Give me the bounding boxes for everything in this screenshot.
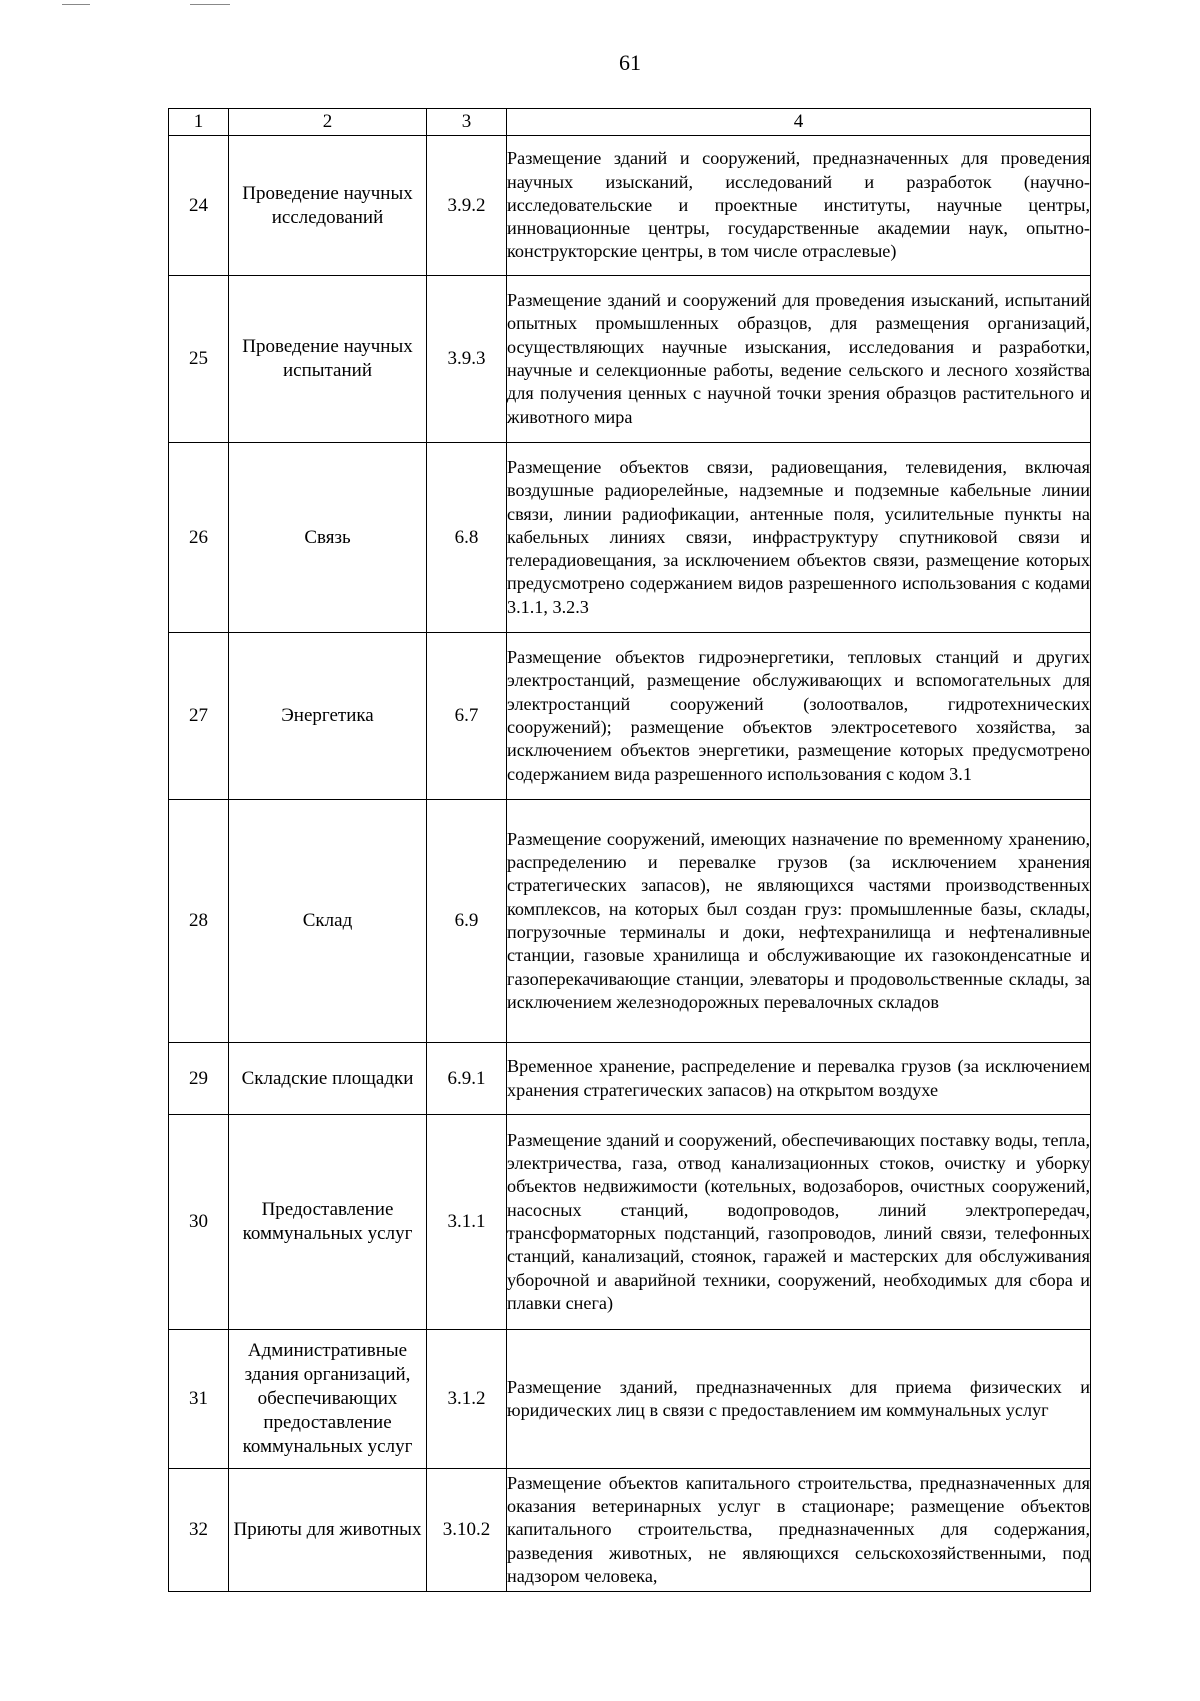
use-type-code: 3.9.2 xyxy=(427,136,507,276)
use-type-name: Склад xyxy=(229,800,427,1043)
use-type-description: Размещение зданий и сооружений для проведения изысканий, испытаний опытных промышленных образцов, для размещения организаций, осуществляющих научные изыскания, исследования и разработки, научные и селекционные работы, ведение сельского и лесного хозяйства для получения ценных с научной точки зрения образцов растительного и животного мира xyxy=(507,276,1091,443)
scan-mark xyxy=(62,4,90,5)
column-header: 2 xyxy=(229,109,427,136)
column-header: 4 xyxy=(507,109,1091,136)
use-type-description: Размещение зданий и сооружений, обеспечивающих поставку воды, тепла, электричества, газа, отвод канализационных стоков, очистку и уборку объектов недвижимости (котельных, водозаборов, очистных сооружений, насосных станций, водопроводов, линий электропередач, трансформаторных подстанций, газопроводов, линий связи, телефонных станций, канализаций, стоянок, гаражей и мастерских для обслуживания уборочной и аварийной техники, сооружений, необходимых для сбора и плавки снега) xyxy=(507,1115,1091,1330)
use-type-name: Энергетика xyxy=(229,633,427,800)
row-number: 26 xyxy=(169,443,229,633)
row-number: 32 xyxy=(169,1469,229,1592)
use-type-code: 6.9.1 xyxy=(427,1043,507,1115)
use-type-name: Проведение научных испытаний xyxy=(229,276,427,443)
row-number: 25 xyxy=(169,276,229,443)
table-row xyxy=(169,800,1091,1043)
table-row xyxy=(169,1043,1091,1115)
use-type-description: Размещение объектов гидроэнергетики, тепловых станций и других электростанций, размещение обслуживающих и вспомогательных для электростанций сооружений (золоотвалов, гидротехнических сооружений); размещение объектов электросетевого хозяйства, за исключением объектов энергетики, размещение которых предусмотрено содержанием вида разрешенного использования с кодом 3.1 xyxy=(507,633,1091,800)
use-type-name: Административные здания организаций, обеспечивающих предоставление коммунальных услуг xyxy=(229,1330,427,1469)
use-type-code: 3.1.2 xyxy=(427,1330,507,1469)
use-type-description: Размещение объектов капитального строительства, предназначенных для оказания ветеринарных услуг в стационаре; размещение объектов капитального строительства, предназначенных для содержания, разведения животных, не являющихся сельскохозяйственными, под надзором человека, xyxy=(507,1469,1091,1592)
use-type-code: 6.7 xyxy=(427,633,507,800)
table-row xyxy=(169,136,1091,276)
use-type-code: 3.10.2 xyxy=(427,1469,507,1592)
row-number: 29 xyxy=(169,1043,229,1115)
column-header: 1 xyxy=(169,109,229,136)
table-row xyxy=(169,443,1091,633)
use-type-code: 3.1.1 xyxy=(427,1115,507,1330)
use-type-description: Размещение зданий, предназначенных для приема физических и юридических лиц в связи с предоставлением им коммунальных услуг xyxy=(507,1330,1091,1469)
land-use-table xyxy=(168,108,1091,1592)
row-number: 27 xyxy=(169,633,229,800)
table-row xyxy=(169,633,1091,800)
use-type-name: Связь xyxy=(229,443,427,633)
use-type-name: Проведение научных исследований xyxy=(229,136,427,276)
use-type-name: Предоставление коммунальных услуг xyxy=(229,1115,427,1330)
row-number: 24 xyxy=(169,136,229,276)
table-row xyxy=(169,276,1091,443)
row-number: 30 xyxy=(169,1115,229,1330)
use-type-description: Временное хранение, распределение и перевалка грузов (за исключением хранения стратегических запасов) на открытом воздухе xyxy=(507,1043,1091,1115)
use-type-description: Размещение сооружений, имеющих назначение по временному хранению, распределению и перевалке грузов (за исключением хранения стратегических запасов), не являющихся частями производственных комплексов, на которых был создан груз: промышленные базы, склады, погрузочные терминалы и доки, нефтехранилища и нефтеналивные станции, газовые хранилища и обслуживающие их газоконденсатные и газоперекачивающие станции, элеваторы и продовольственные склады, за исключением железнодорожных перевалочных складов xyxy=(507,800,1091,1043)
row-number: 28 xyxy=(169,800,229,1043)
use-type-description: Размещение зданий и сооружений, предназначенных для проведения научных изысканий, исследований и разработок (научно-исследовательские и проектные институты, научные центры, инновационные центры, государственные академии наук, опытно-конструкторские центры, в том числе отраслевые) xyxy=(507,136,1091,276)
page-number: 61 xyxy=(619,50,641,75)
use-type-code: 3.9.3 xyxy=(427,276,507,443)
use-type-name: Складские площадки xyxy=(229,1043,427,1115)
use-type-name: Приюты для животных xyxy=(229,1469,427,1592)
scan-mark xyxy=(190,4,230,5)
use-type-code: 6.8 xyxy=(427,443,507,633)
use-type-code: 6.9 xyxy=(427,800,507,1043)
column-header: 3 xyxy=(427,109,507,136)
row-number: 31 xyxy=(169,1330,229,1469)
table-row xyxy=(169,1115,1091,1330)
table-header-row xyxy=(169,109,1091,136)
table-row xyxy=(169,1469,1091,1592)
table-row xyxy=(169,1330,1091,1469)
use-type-description: Размещение объектов связи, радиовещания, телевидения, включая воздушные радиорелейные, надземные и подземные кабельные линии связи, линии радиофикации, антенные поля, усилительные пункты на кабельных линиях связи, инфраструктуру спутниковой связи и телерадиовещания, за исключением объектов связи, размещение которых предусмотрено содержанием видов разрешенного использования с кодами 3.1.1, 3.2.3 xyxy=(507,443,1091,633)
